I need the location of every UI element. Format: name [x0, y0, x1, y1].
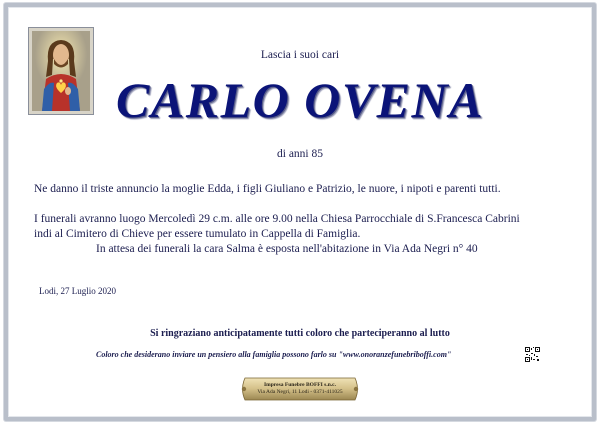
- plaque-line-1: Impresa Funebre BOFFI s.n.c.: [264, 382, 336, 388]
- obituary-page: [4, 3, 596, 421]
- deceased-name: CARLO OVENA: [116, 72, 484, 128]
- plaque-line-2: Via Ada Negri, 11 Lodi - 0371-411025: [257, 389, 343, 395]
- intro-text: Lascia i suoi cari: [260, 49, 340, 61]
- funeral-home-plaque: [239, 376, 361, 402]
- date-text: Lodi, 27 Luglio 2020: [39, 286, 116, 296]
- funeral-line-3: In attesa dei funerali la cara Salma è esposta nell'abitazione in Via Ada Negri n° 40: [96, 243, 478, 255]
- funeral-line-1: I funerali avranno luogo Mercoledì 29 c.m. alle ore 9.00 nella Chiesa Parrocchiale di S.Francesca Cabrini: [34, 213, 520, 225]
- qr-code-icon[interactable]: [525, 347, 540, 362]
- funeral-line-2: indi al Cimitero di Chieve per essere tumulato in Cappella di Famiglia.: [34, 228, 361, 240]
- funeral-paragraph: [34, 212, 574, 257]
- thanks-text: Si ringraziano anticipatamente tutti coloro che parteciperanno al lutto: [150, 328, 450, 339]
- announcement-paragraph: Ne danno il triste annuncio la moglie Edda, i figli Giuliano e Patrizio, le nuore, i nipoti e parenti tutti.: [34, 183, 501, 195]
- condolence-link-text[interactable]: Coloro che desiderano inviare un pensiero alla famiglia possono farlo su "www.onoranzefunebriboffi.com": [96, 350, 452, 359]
- age-text: di anni 85: [277, 148, 323, 160]
